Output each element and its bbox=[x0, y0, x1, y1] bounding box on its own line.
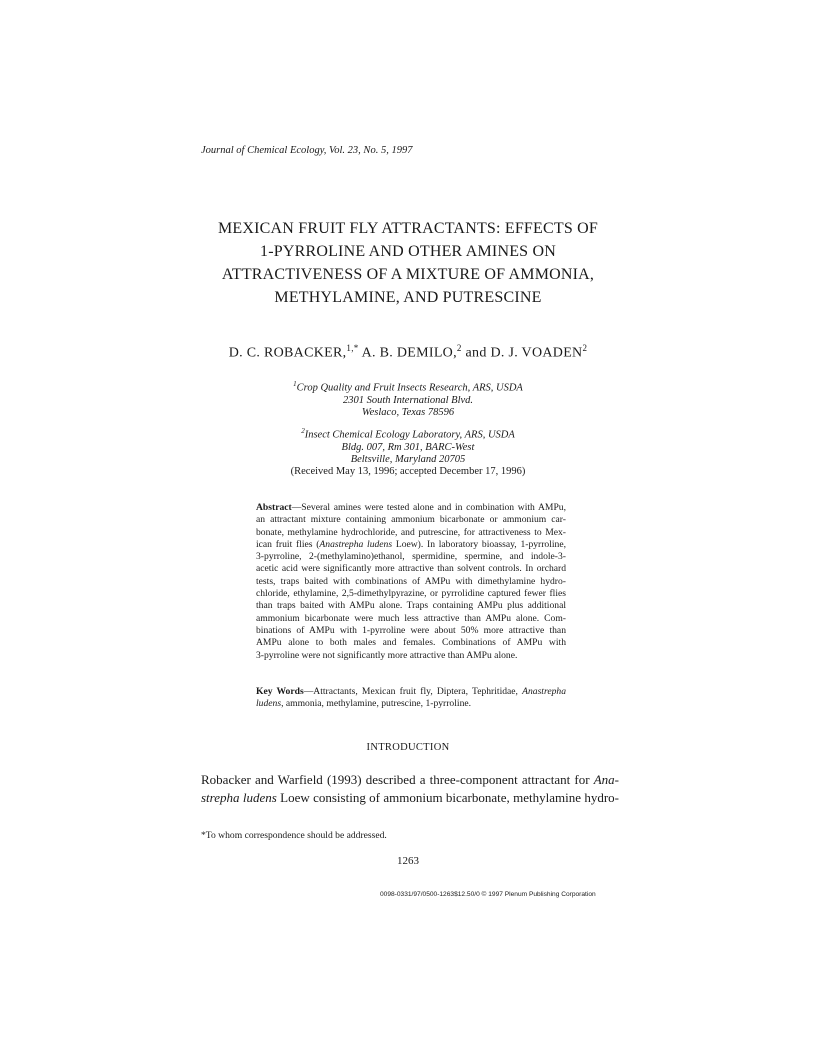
page-number: 1263 bbox=[397, 855, 419, 867]
affiliation-line: Bldg. 007, Rm 301, BARC-West bbox=[341, 441, 475, 453]
abstract-line: Abstract—Several amines were tested alone and in combination with AMPu, bbox=[256, 502, 566, 513]
paper-title bbox=[150, 217, 666, 309]
keywords-label: Key Words bbox=[256, 686, 304, 697]
affiliation-line: Weslaco, Texas 78596 bbox=[361, 406, 455, 418]
journal-citation: Journal of Chemical Ecology, Vol. 23, No. 5, 1997 bbox=[201, 145, 413, 156]
affiliation-line: Beltsville, Maryland 20705 bbox=[350, 453, 466, 465]
title-line: MEXICAN FRUIT FLY ATTRACTANTS: EFFECTS OF bbox=[217, 220, 599, 237]
received-dates: (Received May 13, 1996; accepted December 17, 1996) bbox=[290, 466, 526, 477]
abstract-label: Abstract bbox=[256, 502, 292, 513]
affiliation-1 bbox=[150, 378, 666, 419]
body-line: Robacker and Warfield (1993) described a three-component attractant for Ana- bbox=[201, 772, 619, 787]
affiliation-mark: 1 bbox=[293, 380, 297, 388]
affiliation-mark: 2 bbox=[301, 427, 305, 435]
author-affiliation-mark: 1,* bbox=[346, 343, 359, 353]
abstract-line: AMPu alone to both males and females. Combinations of AMPu with bbox=[256, 637, 566, 649]
author-affiliation-mark: 2 bbox=[582, 343, 588, 353]
affiliation-2 bbox=[150, 425, 666, 466]
title-line: ATTRACTIVENESS OF A MIXTURE OF AMMONIA, bbox=[221, 266, 595, 283]
author-name: D. J. VOADEN bbox=[490, 345, 583, 361]
introduction-text bbox=[201, 771, 619, 807]
keywords-line: ludens, ammonia, methylamine, putrescine, 1-pyrroline. bbox=[256, 698, 472, 710]
author-affiliation-mark: 2 bbox=[456, 343, 462, 353]
affiliation-line: $^1$Crop Quality and Fruit Insects Research, ARS, USDA bbox=[293, 380, 523, 394]
affiliation-line: 2301 South International Blvd. bbox=[342, 394, 474, 406]
title-line: METHYLAMINE, AND PUTRESCINE bbox=[274, 289, 542, 306]
abstract-line: binations of AMPu with 1-pyrroline were about 50% more attractive than bbox=[256, 624, 566, 636]
author-list bbox=[150, 343, 666, 362]
affiliation-line: $^2$Insect Chemical Ecology Laboratory, ARS, USDA bbox=[301, 427, 515, 441]
body-line: strepha ludens Loew consisting of ammonium bicarbonate, methylamine hydro- bbox=[201, 790, 619, 805]
abstract-line: 3-pyrroline were not significantly more attractive than AMPu alone. bbox=[256, 649, 518, 661]
abstract-line: an attractant mixture containing ammonium bicarbonate or ammonium car- bbox=[256, 514, 566, 526]
author-name: D. C. ROBACKER, bbox=[228, 345, 347, 361]
abstract-line: acetic acid were significantly more attractive than solvent controls. In orchard bbox=[256, 563, 566, 575]
abstract-line: chloride, ethylamine, 2,5-dimethylpyrazine, or pyrrolidine captured fewer flies bbox=[256, 588, 566, 600]
abstract-line: than traps baited with AMPu alone. Traps containing AMPu plus additional bbox=[256, 600, 566, 612]
abstract bbox=[256, 502, 566, 662]
abstract-line: bonate, methylamine hydrochloride, and putrescine, for attractiveness to Mex- bbox=[256, 526, 566, 538]
author-conjunction: and bbox=[465, 345, 487, 361]
author-name: A. B. DEMILO, bbox=[361, 345, 457, 361]
abstract-line: tests, traps baited with combinations of AMPu with dimethylamine hydro- bbox=[256, 575, 566, 587]
key-words bbox=[256, 686, 566, 711]
keywords-line: Key Words—Attractants, Mexican fruit fly, Diptera, Tephritidae, Anastrepha bbox=[256, 686, 566, 697]
section-heading-introduction: INTRODUCTION bbox=[366, 742, 450, 753]
species-name: Anastrepha ludens bbox=[319, 538, 393, 550]
footnote: *To whom correspondence should be addressed. bbox=[201, 830, 387, 841]
abstract-line: 3-pyrroline, 2-(methylamino)ethanol, spermidine, spermine, and indole-3- bbox=[256, 551, 566, 563]
abstract-line: ammonium bicarbonate were much less attractive than AMPu alone. Com- bbox=[256, 612, 566, 624]
abstract-line: ican fruit flies (Anastrepha ludens Loew). In laboratory bioassay, 1-pyrroline, bbox=[256, 538, 567, 550]
title-line: 1-PYRROLINE AND OTHER AMINES ON bbox=[260, 243, 556, 260]
copyright-line: 0098-0331/97/0500-1263$12.50/0 © 1997 Plenum Publishing Corporation bbox=[380, 891, 596, 898]
